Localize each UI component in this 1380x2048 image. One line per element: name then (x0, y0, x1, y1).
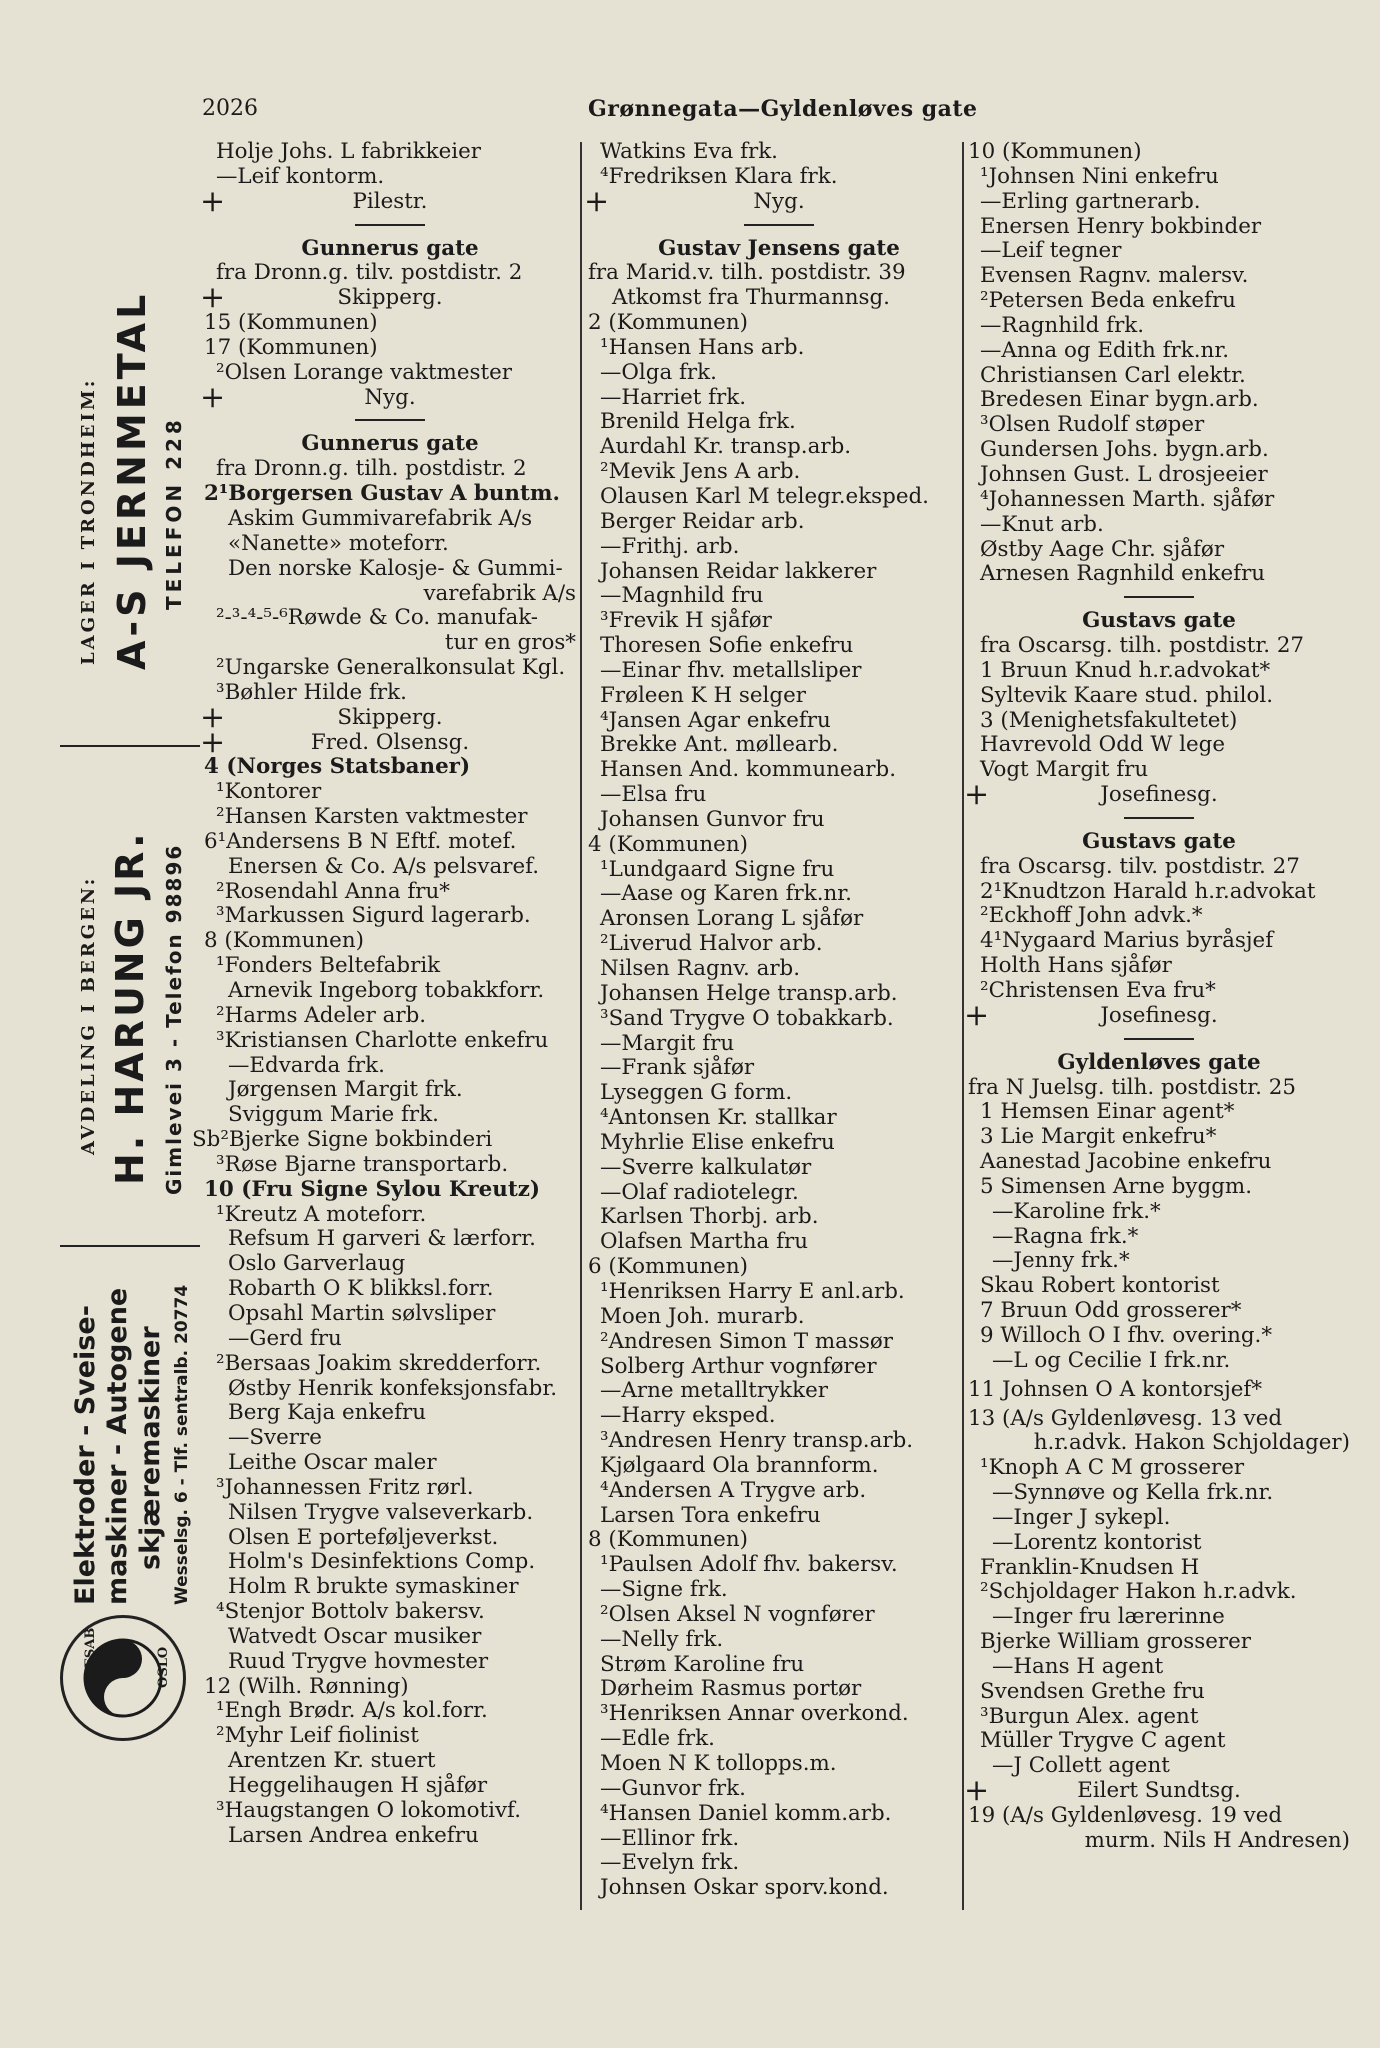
directory-entry: Leithe Oscar maler (228, 1450, 437, 1476)
directory-entry: Thoresen Sofie enkefru (600, 633, 854, 659)
directory-entry: fra Oscarsg. tilv. postdistr. 27 (980, 853, 1300, 879)
cross-street-marker: + (964, 777, 990, 813)
directory-entry: Østby Aage Chr. sjåfør (980, 536, 1225, 562)
directory-entry: —Leif tegner (980, 238, 1122, 264)
cross-street-marker: + (200, 379, 226, 415)
section-divider (1124, 1038, 1194, 1040)
directory-entry: ²Petersen Beda enkefru (980, 288, 1236, 314)
directory-entry: Larsen Andrea enkefru (228, 1822, 479, 1848)
directory-entry: h.r.advk. Hakon Schjoldager) (1033, 1430, 1350, 1456)
directory-entry: Evensen Ragnv. malersv. (980, 263, 1249, 289)
directory-entry: ³Henriksen Annar overkond. (600, 1701, 909, 1727)
directory-entry: fra Dronn.g. tilv. postdistr. 2 (216, 260, 523, 286)
directory-entry: ³Olsen Rudolf støper (980, 412, 1205, 438)
directory-entry: ³Kristiansen Charlotte enkefru (216, 1027, 549, 1053)
directory-entry: 5 Simensen Arne byggm. (980, 1173, 1252, 1199)
directory-entry: ³Røse Bjarne transportarb. (216, 1151, 509, 1177)
directory-entry: fra Marid.v. tilh. postdistr. 39 (588, 260, 906, 286)
directory-entry: ⁴Jansen Agar enkefru (600, 707, 831, 733)
cross-street-marker: + (964, 1773, 990, 1809)
street-heading: Gustav Jensens gate (658, 235, 900, 261)
directory-entry: 17 (Kommunen) (204, 334, 378, 360)
harung-ad-company: H. HARUNG JR. (108, 830, 152, 1185)
directory-entry: 13 (A/s Gyldenløvesg. 13 ved (968, 1405, 1283, 1431)
directory-entry: 3 (Menighetsfakultetet) (980, 707, 1238, 733)
directory-entry: ³Haugstangen O lokomotivf. (216, 1797, 522, 1823)
directory-entry: —Karoline frk.* (992, 1198, 1161, 1224)
directory-entry: Holje Johs. L fabrikkeier (216, 139, 482, 164)
directory-entry: Larsen Tora enkefru (600, 1502, 821, 1528)
directory-entry: ²Rosendahl Anna fru* (216, 878, 451, 904)
seal-text-top: ESAB (83, 1627, 98, 1668)
directory-entry: Aanestad Jacobine enkefru (980, 1149, 1272, 1175)
directory-entry: 11 Johnsen O A kontorsjef* (968, 1376, 1263, 1402)
esab-seal-logo (60, 1615, 186, 1741)
directory-entry: Karlsen Thorbj. arb. (600, 1204, 819, 1230)
street-heading: Gustavs gate (1082, 608, 1236, 634)
section-divider (355, 224, 425, 226)
directory-entry: Vogt Margit fru (980, 757, 1149, 783)
directory-entry: Svendsen Grethe fru (980, 1678, 1205, 1704)
directory-entry: Brenild Helga frk. (600, 409, 796, 435)
directory-entry: Arnevik Ingeborg tobakkforr. (228, 978, 545, 1003)
jernmetal-ad-company: A-S JERNMETAL (110, 290, 154, 670)
directory-entry: 4 (Kommunen) (588, 831, 748, 857)
directory-entry: Refsum H garveri & lærforr. (228, 1226, 536, 1252)
street-heading: Gunnerus gate (301, 235, 479, 261)
directory-entry: Aronsen Lorang L sjåfør (600, 906, 864, 932)
directory-entry: Sb²Bjerke Signe bokbinderi (192, 1127, 493, 1153)
directory-entry: Bredesen Einar bygn.arb. (980, 387, 1259, 413)
directory-entry: Moen N K tollopps.m. (600, 1751, 837, 1776)
directory-entry: ³Burgun Alex. agent (980, 1703, 1199, 1729)
directory-entry: Arentzen Kr. stuert (228, 1748, 436, 1774)
directory-entry: Solberg Arthur vognfører (600, 1353, 877, 1379)
directory-entry: Sviggum Marie frk. (228, 1102, 439, 1128)
harung-ad-address: Gimlevei 3 - Telefon 98896 (162, 843, 186, 1195)
directory-entry: Aurdahl Kr. transp.arb. (600, 434, 852, 460)
cross-street-marker: + (200, 724, 226, 760)
cross-street-marker: + (584, 183, 610, 219)
directory-entry: Christiansen Carl elektr. (980, 362, 1246, 388)
directory-entry: —Aase og Karen frk.nr. (600, 881, 852, 907)
directory-entry: —Olaf radiotelegr. (600, 1179, 799, 1205)
directory-entry: Myhrlie Elise enkefru (600, 1129, 835, 1155)
directory-entry: tur en gros* (444, 630, 576, 656)
directory-entry: —Elsa fru (600, 782, 707, 808)
cross-street-marker: + (200, 280, 226, 316)
directory-entry: ³Bøhler Hilde frk. (216, 679, 407, 705)
ad-separator (60, 745, 200, 747)
directory-entry: —Erling gartnerarb. (980, 188, 1201, 214)
directory-entry: 7 Bruun Odd grosserer* (980, 1298, 1242, 1324)
directory-entry: ²Ungarske Generalkonsulat Kgl. (216, 655, 566, 681)
directory-entry: Brekke Ant. møllearb. (600, 732, 839, 758)
directory-entry: Franklin-Knudsen H (980, 1554, 1200, 1580)
directory-entry: —Knut arb. (980, 511, 1104, 537)
directory-entry: 8 (Kommunen) (588, 1527, 748, 1553)
directory-entry: Heggelihaugen H sjåfør (228, 1773, 488, 1798)
directory-entry: —Ragnhild frk. (980, 312, 1145, 338)
directory-entry: ²Andresen Simon T massør (600, 1328, 893, 1354)
directory-entry: fra Oscarsg. tilh. postdistr. 27 (980, 633, 1305, 659)
directory-entry: Watkins Eva frk. (600, 139, 778, 164)
directory-entry: 2¹Borgersen Gustav A buntm. (204, 481, 560, 507)
directory-entry: Moen Joh. murarb. (600, 1303, 805, 1329)
cross-street-name: Josefinesg. (1100, 1002, 1218, 1028)
directory-entry: Olsen E porteføljeverkst. (228, 1524, 499, 1550)
directory-column-3 (964, 139, 1350, 1854)
directory-entry: ²Harms Adeler arb. (216, 1002, 427, 1028)
directory-entry: Oslo Garverlaug (228, 1251, 406, 1277)
directory-entry: ²Hansen Karsten vaktmester (216, 804, 528, 830)
directory-entry: Ruud Trygve hovmester (228, 1648, 489, 1674)
directory-entry: ²Liverud Halvor arb. (600, 931, 823, 957)
directory-entry: 6 (Kommunen) (588, 1254, 748, 1280)
cross-street-marker: + (964, 997, 990, 1033)
directory-entry: ²Mevik Jens A arb. (600, 459, 801, 485)
directory-entry: 1 Hemsen Einar agent* (980, 1099, 1235, 1125)
directory-entry: —Ragna frk.* (992, 1223, 1139, 1249)
section-divider (1124, 596, 1194, 598)
directory-entry: Arnesen Ragnhild enkefru (980, 561, 1266, 587)
cross-street (964, 777, 1350, 813)
cross-street-name: Fred. Olsensg. (310, 729, 470, 755)
directory-entry: Olafsen Martha fru (600, 1229, 808, 1255)
directory-entry: ⁴Fredriksen Klara frk. (600, 163, 838, 189)
directory-entry: —Lorentz kontorist (992, 1529, 1202, 1555)
directory-entry: —Edvarda frk. (228, 1052, 385, 1078)
directory-entry: fra Dronn.g. tilh. postdistr. 2 (216, 456, 527, 482)
cross-street-name: Eilert Sundtsg. (1077, 1778, 1241, 1804)
directory-entry: ³Markussen Sigurd lagerarb. (216, 903, 531, 929)
directory-column-2 (584, 139, 970, 1901)
directory-entry: ²Myhr Leif fiolinist (216, 1723, 419, 1749)
directory-entry: Østby Henrik konfeksjonsfabr. (228, 1375, 558, 1401)
directory-entry: 15 (Kommunen) (204, 310, 378, 336)
directory-entry: —L og Cecilie I frk.nr. (992, 1347, 1231, 1373)
directory-entry: ¹Johnsen Nini enkefru (980, 163, 1219, 189)
esab-ad-line1: Elektroder - Sveise- (70, 1305, 101, 1605)
cross-street (200, 379, 576, 415)
directory-entry: Nilsen Trygve valseverkarb. (228, 1499, 534, 1525)
directory-entry: —Signe frk. (600, 1577, 728, 1603)
cross-street-name: Nyg. (364, 384, 416, 410)
cross-street-name: Skipperg. (337, 285, 443, 311)
cross-street (964, 997, 1350, 1033)
street-heading: Gyldenløves gate (1057, 1049, 1261, 1075)
directory-entry: ¹Henriksen Harry E anl.arb. (600, 1278, 905, 1304)
directory-entry: Berg Kaja enkefru (228, 1400, 426, 1426)
directory-entry: —Frank sjåfør (600, 1055, 755, 1081)
directory-entry: —Hans H agent (992, 1653, 1164, 1679)
directory-entry: Atkomst fra Thurmannsg. (612, 285, 890, 311)
directory-entry: ²Olsen Aksel N vognfører (600, 1601, 875, 1627)
directory-entry: 8 (Kommunen) (204, 928, 364, 954)
directory-entry: —Einar fhv. metallsliper (600, 657, 862, 683)
cross-street-marker: + (200, 699, 226, 735)
cross-street-name: Skipperg. (337, 704, 443, 730)
column-divider (580, 142, 582, 1910)
directory-entry: —Nelly frk. (600, 1626, 724, 1652)
cross-street-name: Pilestr. (352, 188, 428, 214)
directory-entry: —Frithj. arb. (600, 533, 740, 559)
directory-entry: ²Eckhoff John advk.* (980, 903, 1203, 929)
directory-entry: Hansen And. kommunearb. (600, 757, 897, 783)
directory-entry: —Anna og Edith frk.nr. (980, 337, 1229, 363)
directory-entry: ³Sand Trygve O tobakkarb. (600, 1005, 894, 1031)
street-heading: Gustavs gate (1082, 828, 1236, 854)
directory-entry: Nilsen Ragnv. arb. (600, 956, 801, 981)
directory-entry: Opsahl Martin sølvsliper (228, 1300, 496, 1326)
cross-street-marker: + (200, 183, 226, 219)
directory-entry: —Margit fru (600, 1030, 735, 1056)
cross-street (200, 724, 576, 760)
directory-entry: —Inger J sykepl. (992, 1504, 1171, 1530)
directory-entry: 10 (Fru Signe Sylou Kreutz) (204, 1176, 540, 1202)
directory-entry: —Sverre kalkulatør (600, 1154, 812, 1180)
directory-entry: ¹Paulsen Adolf fhv. bakersv. (600, 1552, 898, 1578)
directory-entry: Kjølgaard Ola brannform. (600, 1452, 879, 1478)
directory-entry: 1 Bruun Knud h.r.advokat* (980, 657, 1271, 683)
directory-entry: 2¹Knudtzon Harald h.r.advokat (980, 878, 1316, 904)
directory-entry: —Jenny frk.* (992, 1248, 1130, 1274)
directory-entry: Den norske Kalosje- & Gummi- (228, 555, 563, 581)
directory-entry: —Leif kontorm. (216, 163, 385, 189)
directory-entry: Jørgensen Margit frk. (228, 1077, 463, 1103)
directory-entry: Bjerke William grosserer (980, 1629, 1251, 1655)
cross-street (200, 699, 576, 735)
directory-entry: Robarth O K blikksl.forr. (228, 1276, 494, 1302)
directory-entry: ¹Kreutz A moteforr. (216, 1201, 427, 1227)
ad-separator (60, 1245, 200, 1247)
section-divider (1124, 817, 1194, 819)
directory-entry: ¹Engh Brødr. A/s kol.forr. (216, 1698, 488, 1724)
directory-entry: ²Christensen Eva fru* (980, 978, 1216, 1003)
directory-entry: ¹Hansen Hans arb. (600, 334, 805, 360)
directory-entry: Olausen Karl M telegr.eksped. (600, 483, 929, 509)
directory-entry: ¹Fonders Beltefabrik (216, 953, 441, 979)
directory-entry: —J Collett agent (992, 1753, 1170, 1779)
directory-entry: —Evelyn frk. (600, 1850, 740, 1876)
directory-entry: 3 Lie Margit enkefru* (980, 1124, 1217, 1150)
directory-column-1 (192, 139, 576, 1849)
directory-entry: Frøleen K H selger (600, 682, 806, 708)
directory-entry: Müller Trygve C agent (980, 1728, 1226, 1754)
directory-entry: —Inger fru lærerinne (992, 1604, 1225, 1630)
directory-entry: —Harry eksped. (600, 1403, 776, 1429)
directory-entry: ⁴Stenjor Bottolv bakersv. (216, 1599, 485, 1625)
directory-entry: 10 (Kommunen) (968, 139, 1142, 164)
directory-entry: ²Olsen Lorange vaktmester (216, 359, 512, 385)
cross-street (964, 1773, 1350, 1809)
directory-entry: —Edle frk. (600, 1726, 715, 1752)
section-divider (744, 224, 814, 226)
directory-entry: Strøm Karoline fru (600, 1651, 805, 1677)
directory-entry: Enersen Henry bokbinder (980, 213, 1262, 239)
directory-entry: Holm R brukte symaskiner (228, 1574, 519, 1600)
directory-entry: Havrevold Odd W lege (980, 732, 1226, 758)
directory-entry: ¹Knoph A C M grosserer (980, 1455, 1245, 1481)
page-title: Grønnegata—Gyldenløves gate (588, 96, 978, 122)
directory-entry: —Synnøve og Kella frk.nr. (992, 1480, 1274, 1506)
directory-entry: —Magnhild fru (600, 583, 764, 609)
directory-entry: —Olga frk. (600, 359, 717, 385)
directory-entry: Skau Robert kontorist (980, 1273, 1220, 1299)
directory-entry: Holth Hans sjåfør (980, 953, 1172, 979)
seal-text-bottom: OSLO (156, 1646, 171, 1688)
cross-street (584, 183, 970, 219)
page-number: 2026 (202, 96, 258, 121)
jernmetal-ad-phone: TELEFON 228 (162, 416, 186, 610)
directory-entry: ⁴Johannessen Marth. sjåfør (980, 486, 1275, 512)
directory-entry: Johnsen Oskar sporv.kond. (600, 1875, 889, 1901)
directory-entry: ²Bersaas Joakim skredderforr. (216, 1350, 542, 1376)
directory-entry: —Ellinor frk. (600, 1825, 740, 1851)
directory-entry: 12 (Wilh. Rønning) (204, 1673, 409, 1699)
directory-entry: Holm's Desinfektions Comp. (228, 1549, 536, 1575)
esab-ad-address: Wesselsg. 6 - Tlf. sentralb. 20774 (172, 1284, 192, 1605)
directory-entry: ¹Kontorer (216, 779, 322, 805)
directory-entry: Enersen & Co. A/s pelsvaref. (228, 853, 540, 879)
directory-entry: Watvedt Oscar musiker (228, 1623, 482, 1649)
directory-entry: 4¹Nygaard Marius byråsjef (980, 928, 1274, 954)
directory-entry: —Harriet frk. (600, 384, 747, 410)
directory-entry: Johansen Gunvor fru (600, 806, 825, 832)
directory-entry: Berger Reidar arb. (600, 508, 805, 534)
directory-entry: ³Andresen Henry transp.arb. (600, 1428, 914, 1454)
directory-entry: ¹Lundgaard Signe fru (600, 856, 835, 882)
directory-entry: Johansen Reidar lakkerer (600, 558, 877, 584)
directory-entry: ⁴Antonsen Kr. stallkar (600, 1105, 837, 1131)
esab-ad-line2: maskiner - Autogene (102, 1287, 133, 1605)
directory-entry: —Sverre (228, 1425, 322, 1451)
directory-entry: Johnsen Gust. L drosjeeier (980, 461, 1268, 487)
directory-entry: —Arne metalltrykker (600, 1378, 828, 1404)
directory-entry: Askim Gummivarefabrik A/s (228, 505, 533, 531)
cross-street-name: Josefinesg. (1100, 782, 1218, 808)
directory-entry: ⁴Andersen A Trygve arb. (600, 1477, 867, 1503)
directory-entry: varefabrik A/s (423, 580, 576, 606)
directory-entry: ³Johannessen Fritz rørl. (216, 1474, 474, 1500)
directory-entry: fra N Juelsg. tilh. postdistr. 25 (968, 1074, 1296, 1100)
directory-entry: 9 Willoch O I fhv. overing.* (980, 1322, 1273, 1348)
directory-entry: 4 (Norges Statsbaner) (204, 754, 471, 780)
directory-entry: ²Schjoldager Hakon h.r.advk. (980, 1579, 1297, 1605)
directory-entry: —Gunvor frk. (600, 1775, 746, 1801)
cross-street-name: Nyg. (753, 188, 805, 214)
street-heading: Gunnerus gate (301, 431, 479, 457)
directory-entry: —Gerd fru (228, 1325, 342, 1351)
harung-ad-location: AVDELING I BERGEN: (78, 875, 99, 1155)
directory-entry: Gundersen Johs. bygn.arb. (980, 437, 1269, 463)
directory-entry: ²-³-⁴-⁵-⁶Røwde & Co. manufak- (216, 605, 539, 631)
directory-entry: ⁴Hansen Daniel komm.arb. (600, 1800, 892, 1826)
section-divider (355, 419, 425, 421)
directory-entry: ³Frevik H sjåfør (600, 608, 772, 634)
cross-street (200, 183, 576, 219)
cross-street (200, 280, 576, 316)
directory-entry: Johansen Helge transp.arb. (600, 980, 898, 1006)
directory-entry: «Nanette» moteforr. (228, 530, 449, 556)
directory-entry: 19 (A/s Gyldenløvesg. 19 ved (968, 1803, 1283, 1828)
directory-entry: Syltevik Kaare stud. philol. (980, 682, 1274, 708)
directory-entry: Lyseggen G form. (600, 1080, 793, 1106)
directory-entry: 6¹Andersens B N Eftf. motef. (204, 828, 517, 854)
directory-entry: 2 (Kommunen) (588, 310, 748, 336)
jernmetal-ad-location: LAGER I TRONDHEIM: (78, 377, 99, 665)
directory-entry: Dørheim Rasmus portør (600, 1676, 862, 1702)
esab-ad-line3: skjæremaskiner (135, 1326, 166, 1570)
directory-entry: murm. Nils H Andresen) (1084, 1827, 1350, 1853)
